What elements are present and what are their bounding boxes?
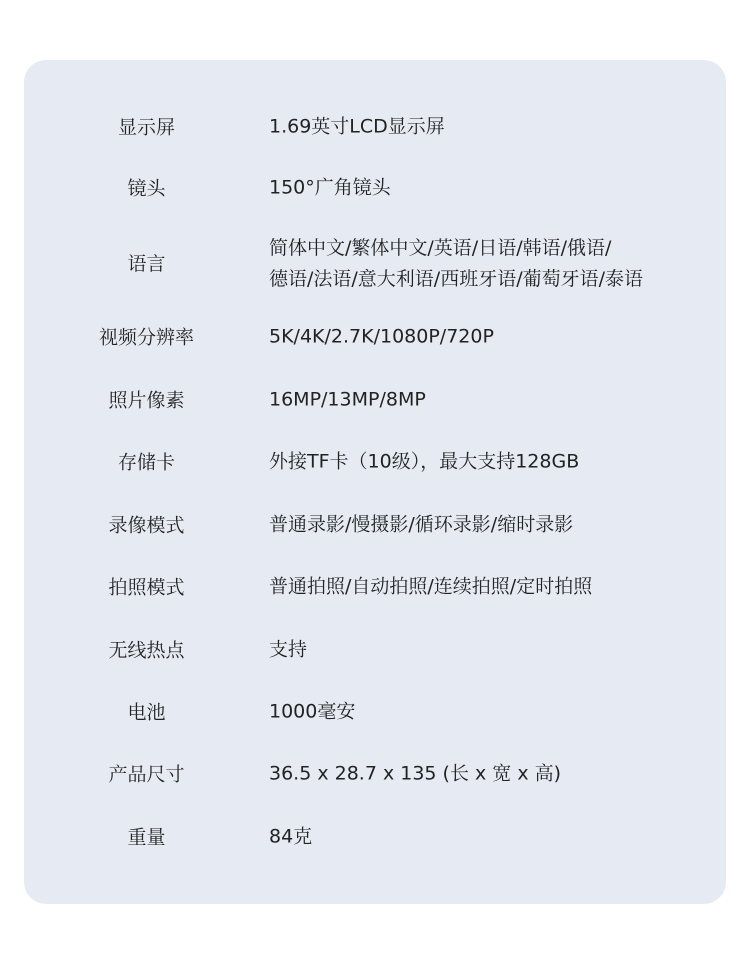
spec-value (269, 510, 573, 541)
spec-label: 电池 (127, 701, 166, 723)
spec-value (269, 697, 355, 728)
spec-row-battery (24, 697, 726, 728)
spec-value-line: 84克 (269, 825, 313, 848)
spec-row-photo-pixels (24, 385, 726, 416)
spec-row-photo-mode (24, 572, 726, 603)
spec-value-line: 外接TF卡（10级），最大支持128GB (269, 450, 580, 473)
spec-value (269, 447, 579, 478)
spec-value-line: 150°广角镜头 (269, 176, 391, 199)
spec-value (269, 233, 643, 295)
spec-row-display (24, 112, 726, 143)
spec-card (24, 60, 726, 904)
spec-value (269, 112, 445, 143)
spec-value-line: 5K/4K/2.7K/1080P/720P (269, 325, 494, 348)
spec-value (269, 572, 592, 603)
spec-value-line: 1.69英寸LCD显示屏 (269, 115, 445, 138)
spec-label: 拍照模式 (108, 576, 185, 598)
spec-label: 存储卡 (117, 451, 175, 473)
spec-label: 录像模式 (108, 514, 185, 536)
spec-label: 视频分辨率 (98, 326, 194, 348)
spec-label: 照片像素 (108, 389, 185, 411)
spec-label: 语言 (127, 253, 166, 275)
spec-value-line: 德语/法语/意大利语/西班牙语/葡萄牙语/泰语 (269, 268, 644, 290)
spec-row-storage (24, 447, 726, 478)
spec-value-line: 16MP/13MP/8MP (269, 388, 426, 411)
spec-label: 产品尺寸 (108, 763, 185, 785)
spec-row-record-mode (24, 510, 726, 541)
spec-row-dimensions (24, 759, 726, 790)
spec-label: 显示屏 (117, 116, 175, 138)
spec-row-language (24, 233, 726, 295)
spec-value (269, 822, 312, 853)
spec-value (269, 385, 426, 416)
spec-value-line: 支持 (269, 638, 308, 661)
spec-row-lens (24, 173, 726, 204)
spec-label: 镜头 (127, 177, 166, 199)
spec-value-line: 普通录影/慢摄影/循环录影/缩时录影 (269, 513, 574, 536)
spec-value (269, 322, 494, 353)
spec-value (269, 759, 561, 790)
spec-row-wifi-hotspot (24, 635, 726, 666)
spec-value-line: 36.5 x 28.7 x 135 (长 x 宽 x 高) (269, 762, 562, 785)
spec-row-weight (24, 822, 726, 853)
spec-row-video-resolution (24, 322, 726, 353)
spec-value (269, 635, 307, 666)
spec-value-line: 简体中文/繁体中文/英语/日语/韩语/俄语/ (269, 237, 612, 259)
spec-value (269, 173, 391, 204)
spec-value-line: 1000毫安 (269, 700, 356, 723)
spec-label: 重量 (127, 826, 166, 848)
spec-value-line: 普通拍照/自动拍照/连续拍照/定时拍照 (269, 575, 593, 598)
spec-label: 无线热点 (108, 639, 185, 661)
